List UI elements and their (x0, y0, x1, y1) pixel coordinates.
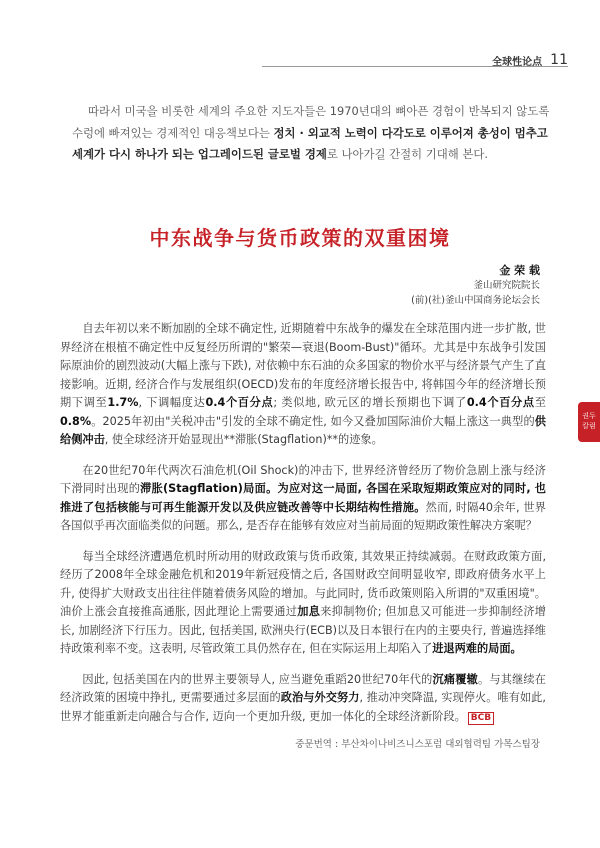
intro-line (72, 123, 552, 145)
emphasis-text: 沉痛覆辙 (432, 672, 478, 686)
header-divider (262, 66, 568, 67)
intro-emphasis: 정치 · 외교적 노력이 다각도로 이루어져 총성이 멈추고 (273, 125, 548, 140)
emphasis-text: 0.4个百分点 (466, 396, 535, 409)
article-title: 中东战争与货币政策的双重困境 (149, 226, 451, 250)
side-tab-line-2: 칼럼 (582, 422, 596, 430)
body-text: 在20世纪70年代两次石油危机(Oil Shock)的冲击下, 世界经济曾经历了物价急剧上涨与经济下滑同时出现的 (60, 463, 546, 495)
body-text: 然而, 时隔40余年, 世界各国似乎再次面临类似的问题。那么, 是否存在能够有效应对当前局面的短期政策性解决方案呢？ (60, 500, 546, 532)
intro-line (72, 144, 552, 166)
emphasis-text: 政治与外交努力 (280, 691, 360, 704)
body-text: 自去年初以来不断加剧的全球不确定性, 近期随着中东战争的爆发在全球范围内进一步扩散, 世界经济在根植不确定性中反复经历所谓的"繁荣—衰退(Boom-Bust)"循环。尤其是中东战争引发国际原油价的剧烈波动(大幅上涨与下跌), 对依赖中东石油的众多国家的物价水平与经济景气产生了直接影响。近期, 经济合作与发展组织(OECD)发布的年度经济增长报告中, 将韩国今年的经济增长预期下调至 (60, 322, 546, 409)
emphasis-text: 滞胀(Stagflation)局面。为应对这一局面, 各国在采取短期政策应对的同时, 也推进了包括核能与可再生能源开发以及供应链改善等中长期结构性措施。 (60, 482, 546, 514)
emphasis-text: 进退两难的局面。 (432, 642, 522, 655)
side-tab-line-1: 권두 (582, 412, 596, 420)
body-paragraph (60, 671, 546, 727)
section-side-tab (578, 402, 600, 442)
intro-text: 로 나아가길 간절히 기대해 본다. (326, 147, 489, 161)
body-text: 因此, 包括美国在内的世界主要领导人, 应当避免重蹈20世纪70年代的 (82, 672, 433, 686)
body-text: , 下调幅度达 (138, 396, 206, 409)
emphasis-text: 0.8% (60, 414, 92, 428)
page-number: 11 (550, 52, 568, 68)
intro-text: 수렁에 빠져있는 경제적인 대응책보다는 (72, 125, 274, 140)
body-text: 每当全球经济遭遇危机时所动用的财政政策与货币政策, 其效果正持续减弱。在财政政策方面, 经历了2008年全球金融危机和2019年新冠疫情之后, 各国财政空间明显收窄, 即政府债务水平上升, 使得扩大财政支出往往伴随着债务风险的增加。与此同时, 货币政策则陷入所谓的"双重困境"。油价上涨会直接推高通胀, 因此理论上需要通过 (60, 549, 546, 618)
korean-intro-paragraph (72, 101, 552, 166)
body-paragraph (60, 320, 546, 450)
intro-emphasis: 세계가 다시 하나가 되는 업그레이드된 글로벌 경제 (72, 147, 327, 161)
body-text: 至 (534, 396, 546, 409)
body-paragraph (60, 462, 546, 536)
body-text: , 推动冲突降温, 实现停火。唯有如此, 世界才能重新走向融合与合作, 迈向一个更加升级, 更加一体化的全球经济新阶段。 (60, 691, 546, 723)
body-text: ; 类似地, 欧元区的增长预期也下调了 (273, 396, 467, 409)
author-affiliation-2: (前)(社)釜山中国商务论坛会长 (411, 295, 540, 306)
intro-line (72, 101, 552, 123)
byline (411, 263, 540, 308)
body-text: 来抑制物价; 但加息又可能进一步抑制经济增长, 加剧经济下行压力。因此, 包括美国, 欧洲央行(ECB)以及日本银行在内的主要央行, 普遍选择维持政策利率不变。这表明, 尽管政策工具仍然存在, 但在实际运用上却陷入了 (60, 605, 546, 655)
emphasis-text: 加息 (297, 605, 321, 618)
body-text: , 使全球经济开始显现出**滞胀(Stagflation)**的迹象。 (104, 433, 383, 446)
bcb-logo-icon: BCB (468, 712, 494, 725)
section-name: 全球性论点 (492, 56, 543, 68)
intro-text: 따라서 미국을 비롯한 세계의 주요한 지도자들은 1970년대의 뼈아픈 경험이 반복되지 않도록 (88, 104, 550, 118)
body-paragraph (60, 548, 546, 659)
article-body (60, 320, 546, 738)
body-text: 。与其继续在经济政策的困境中挣扎, 更需要通过多层面的 (60, 672, 546, 704)
translator-credit: 중문번역 : 부산차이나비즈니스포럼 대외협력팀 가목스팀장 (295, 739, 540, 750)
author-affiliation-1: 釜山研究院院长 (473, 280, 540, 291)
emphasis-text: 1.7% (107, 396, 139, 409)
emphasis-text: 0.4个百分点 (205, 396, 274, 409)
emphasis-text: 供给侧冲击 (60, 414, 546, 446)
author-name: 金 荣 载 (499, 264, 540, 277)
body-text: 。2025年初由"关税冲击"引发的全球不确定性, 如今又叠加国际油价大幅上涨这一典型的 (91, 414, 535, 428)
